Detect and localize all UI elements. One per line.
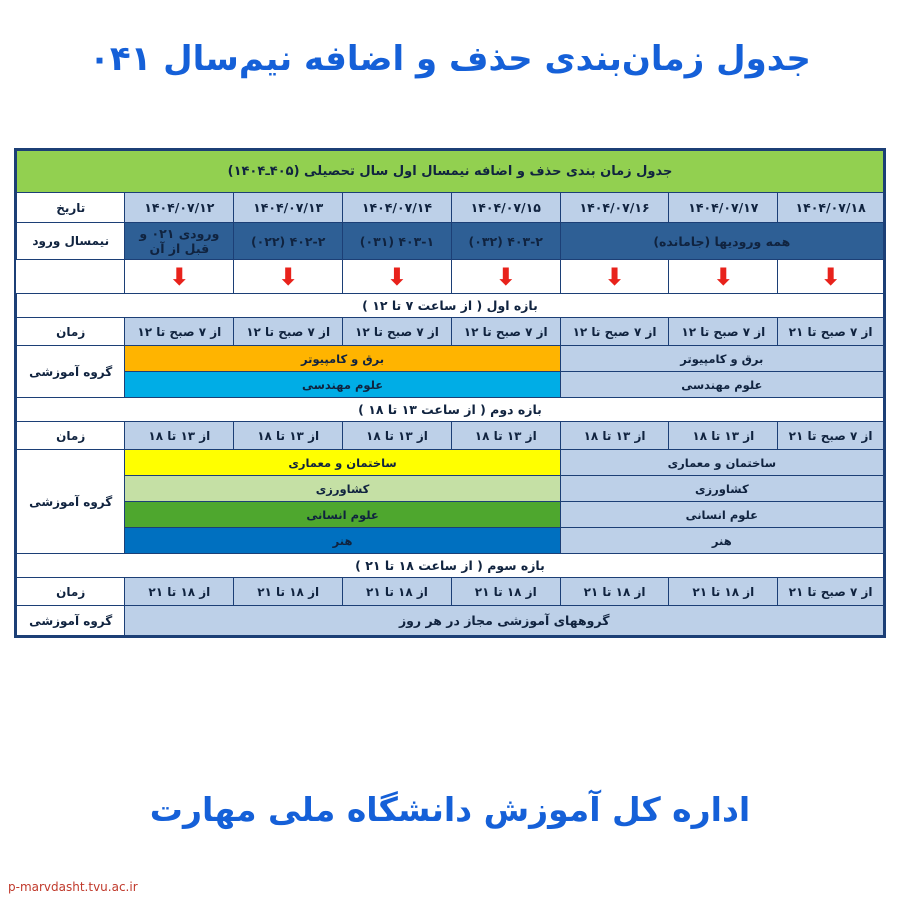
row-label-time-band3: زمان: [17, 578, 125, 606]
date-cell-6: ۱۴۰۴/۰۷/۱۷: [669, 193, 778, 223]
down-arrow-icon: ⬇: [278, 262, 299, 291]
band2-group4-left: هنر: [560, 528, 883, 554]
row-label-entry-term: نیمسال ورود: [17, 223, 125, 260]
down-arrow-icon: ⬇: [386, 262, 407, 291]
band-title-row-2: [17, 398, 884, 422]
band1-time-1: از ۷ صبح تا ۱۲: [125, 318, 234, 346]
band-3-time-row: [17, 578, 884, 606]
band2-time-6: از ۱۳ تا ۱۸: [669, 422, 778, 450]
band-2-time-row: [17, 422, 884, 450]
site-watermark: p-marvdasht.tvu.ac.ir: [8, 880, 138, 894]
band1-time-4: از ۷ صبح تا ۱۲: [451, 318, 560, 346]
down-arrow-icon: ⬇: [713, 262, 734, 291]
arrow-cell-1: [125, 260, 234, 294]
table-caption: جدول زمان بندی حذف و اضافه نیمسال اول سال تحصیلی (۴۰۵ـ۱۴۰۴): [17, 151, 884, 193]
band1-time-7: از ۷ صبح تا ۲۱: [778, 318, 884, 346]
band-title-1: بازه اول ( از ساعت ۷ تا ۱۲ ): [17, 294, 884, 318]
entry-term-4022: ۴۰۲-۲ (۰۲۲): [234, 223, 343, 260]
date-cell-4: ۱۴۰۴/۰۷/۱۵: [451, 193, 560, 223]
arrow-cell-5: [560, 260, 669, 294]
band2-group4-highlight: هنر: [125, 528, 560, 554]
band2-group3-highlight: علوم انسانی: [125, 502, 560, 528]
band-title-row-1: [17, 294, 884, 318]
band2-group1-left: ساختمان و معماری: [560, 450, 883, 476]
date-cell-2: ۱۴۰۴/۰۷/۱۳: [234, 193, 343, 223]
date-cell-7: ۱۴۰۴/۰۷/۱۸: [778, 193, 884, 223]
band3-time-1: از ۱۸ تا ۲۱: [125, 578, 234, 606]
table-row-arrows: [17, 260, 884, 294]
band2-time-7: از ۷ صبح تا ۲۱: [778, 422, 884, 450]
arrow-row-spacer: [17, 260, 125, 294]
date-cell-5: ۱۴۰۴/۰۷/۱۶: [560, 193, 669, 223]
band-title-2: بازه دوم ( از ساعت ۱۳ تا ۱۸ ): [17, 398, 884, 422]
band1-group2-left: علوم مهندسی: [560, 372, 883, 398]
band2-time-5: از ۱۳ تا ۱۸: [560, 422, 669, 450]
band3-time-6: از ۱۸ تا ۲۱: [669, 578, 778, 606]
band-2-group-row-4: [17, 528, 884, 554]
band2-group3-left: علوم انسانی: [560, 502, 883, 528]
band2-time-4: از ۱۳ تا ۱۸: [451, 422, 560, 450]
band3-time-5: از ۱۸ تا ۲۱: [560, 578, 669, 606]
row-label-date: تاریخ: [17, 193, 125, 223]
arrow-cell-4: [451, 260, 560, 294]
down-arrow-icon: ⬇: [820, 262, 841, 291]
arrow-cell-2: [234, 260, 343, 294]
entry-term-all: همه ورودیها (جامانده): [560, 223, 883, 260]
arrow-cell-6: [669, 260, 778, 294]
band2-time-1: از ۱۳ تا ۱۸: [125, 422, 234, 450]
band-1-group-row-1: [17, 346, 884, 372]
band1-group1-highlight: برق و کامپیوتر: [125, 346, 560, 372]
band2-group1-highlight: ساختمان و معماری: [125, 450, 560, 476]
band3-time-4: از ۱۸ تا ۲۱: [451, 578, 560, 606]
band2-time-3: از ۱۳ تا ۱۸: [343, 422, 452, 450]
down-arrow-icon: ⬇: [495, 262, 516, 291]
band1-time-5: از ۷ صبح تا ۱۲: [560, 318, 669, 346]
arrow-cell-7: [778, 260, 884, 294]
table-row-entry-terms: [17, 223, 884, 260]
band2-group2-highlight: کشاورزی: [125, 476, 560, 502]
band-2-group-row-2: [17, 476, 884, 502]
row-label-group-band2: گروه آموزشی: [17, 450, 125, 554]
down-arrow-icon: ⬇: [604, 262, 625, 291]
band1-group2-highlight: علوم مهندسی: [125, 372, 560, 398]
band3-time-7: از ۷ صبح تا ۲۱: [778, 578, 884, 606]
row-label-time-band2: زمان: [17, 422, 125, 450]
band-1-time-row: [17, 318, 884, 346]
band-2-group-row-3: [17, 502, 884, 528]
band1-time-6: از ۷ صبح تا ۱۲: [669, 318, 778, 346]
entry-term-4032: ۴۰۳-۲ (۰۳۲): [451, 223, 560, 260]
band3-time-2: از ۱۸ تا ۲۱: [234, 578, 343, 606]
band3-group1: گروههای آموزشی مجاز در هر روز: [125, 606, 884, 636]
entry-term-4031: ۴۰۳-۱ (۰۳۱): [343, 223, 452, 260]
table-caption-row: [17, 151, 884, 193]
band1-time-2: از ۷ صبح تا ۱۲: [234, 318, 343, 346]
down-arrow-icon: ⬇: [169, 262, 190, 291]
schedule-table: [16, 150, 884, 636]
schedule-table-container: [14, 148, 886, 638]
entry-term-021: ورودی ۰۲۱ و قبل از آن: [125, 223, 234, 260]
date-cell-3: ۱۴۰۴/۰۷/۱۴: [343, 193, 452, 223]
band-title-3: بازه سوم ( از ساعت ۱۸ تا ۲۱ ): [17, 554, 884, 578]
band-1-group-row-2: [17, 372, 884, 398]
band3-time-3: از ۱۸ تا ۲۱: [343, 578, 452, 606]
row-label-group-band3: گروه آموزشی: [17, 606, 125, 636]
footer-title: اداره کل آموزش دانشگاه ملی مهارت: [149, 790, 751, 829]
row-label-group-band1: گروه آموزشی: [17, 346, 125, 398]
table-row-dates: [17, 193, 884, 223]
date-cell-1: ۱۴۰۴/۰۷/۱۲: [125, 193, 234, 223]
band1-group1-left: برق و کامپیوتر: [560, 346, 883, 372]
band-2-group-row-1: [17, 450, 884, 476]
band2-time-2: از ۱۳ تا ۱۸: [234, 422, 343, 450]
arrow-cell-3: [343, 260, 452, 294]
band1-time-3: از ۷ صبح تا ۱۲: [343, 318, 452, 346]
band-title-row-3: [17, 554, 884, 578]
band2-group2-left: کشاورزی: [560, 476, 883, 502]
band-3-group-row-1: [17, 606, 884, 636]
page-title: جدول زمان‌بندی حذف و اضافه نیم‌سال ۰۴۱: [89, 39, 811, 79]
row-label-time-band1: زمان: [17, 318, 125, 346]
